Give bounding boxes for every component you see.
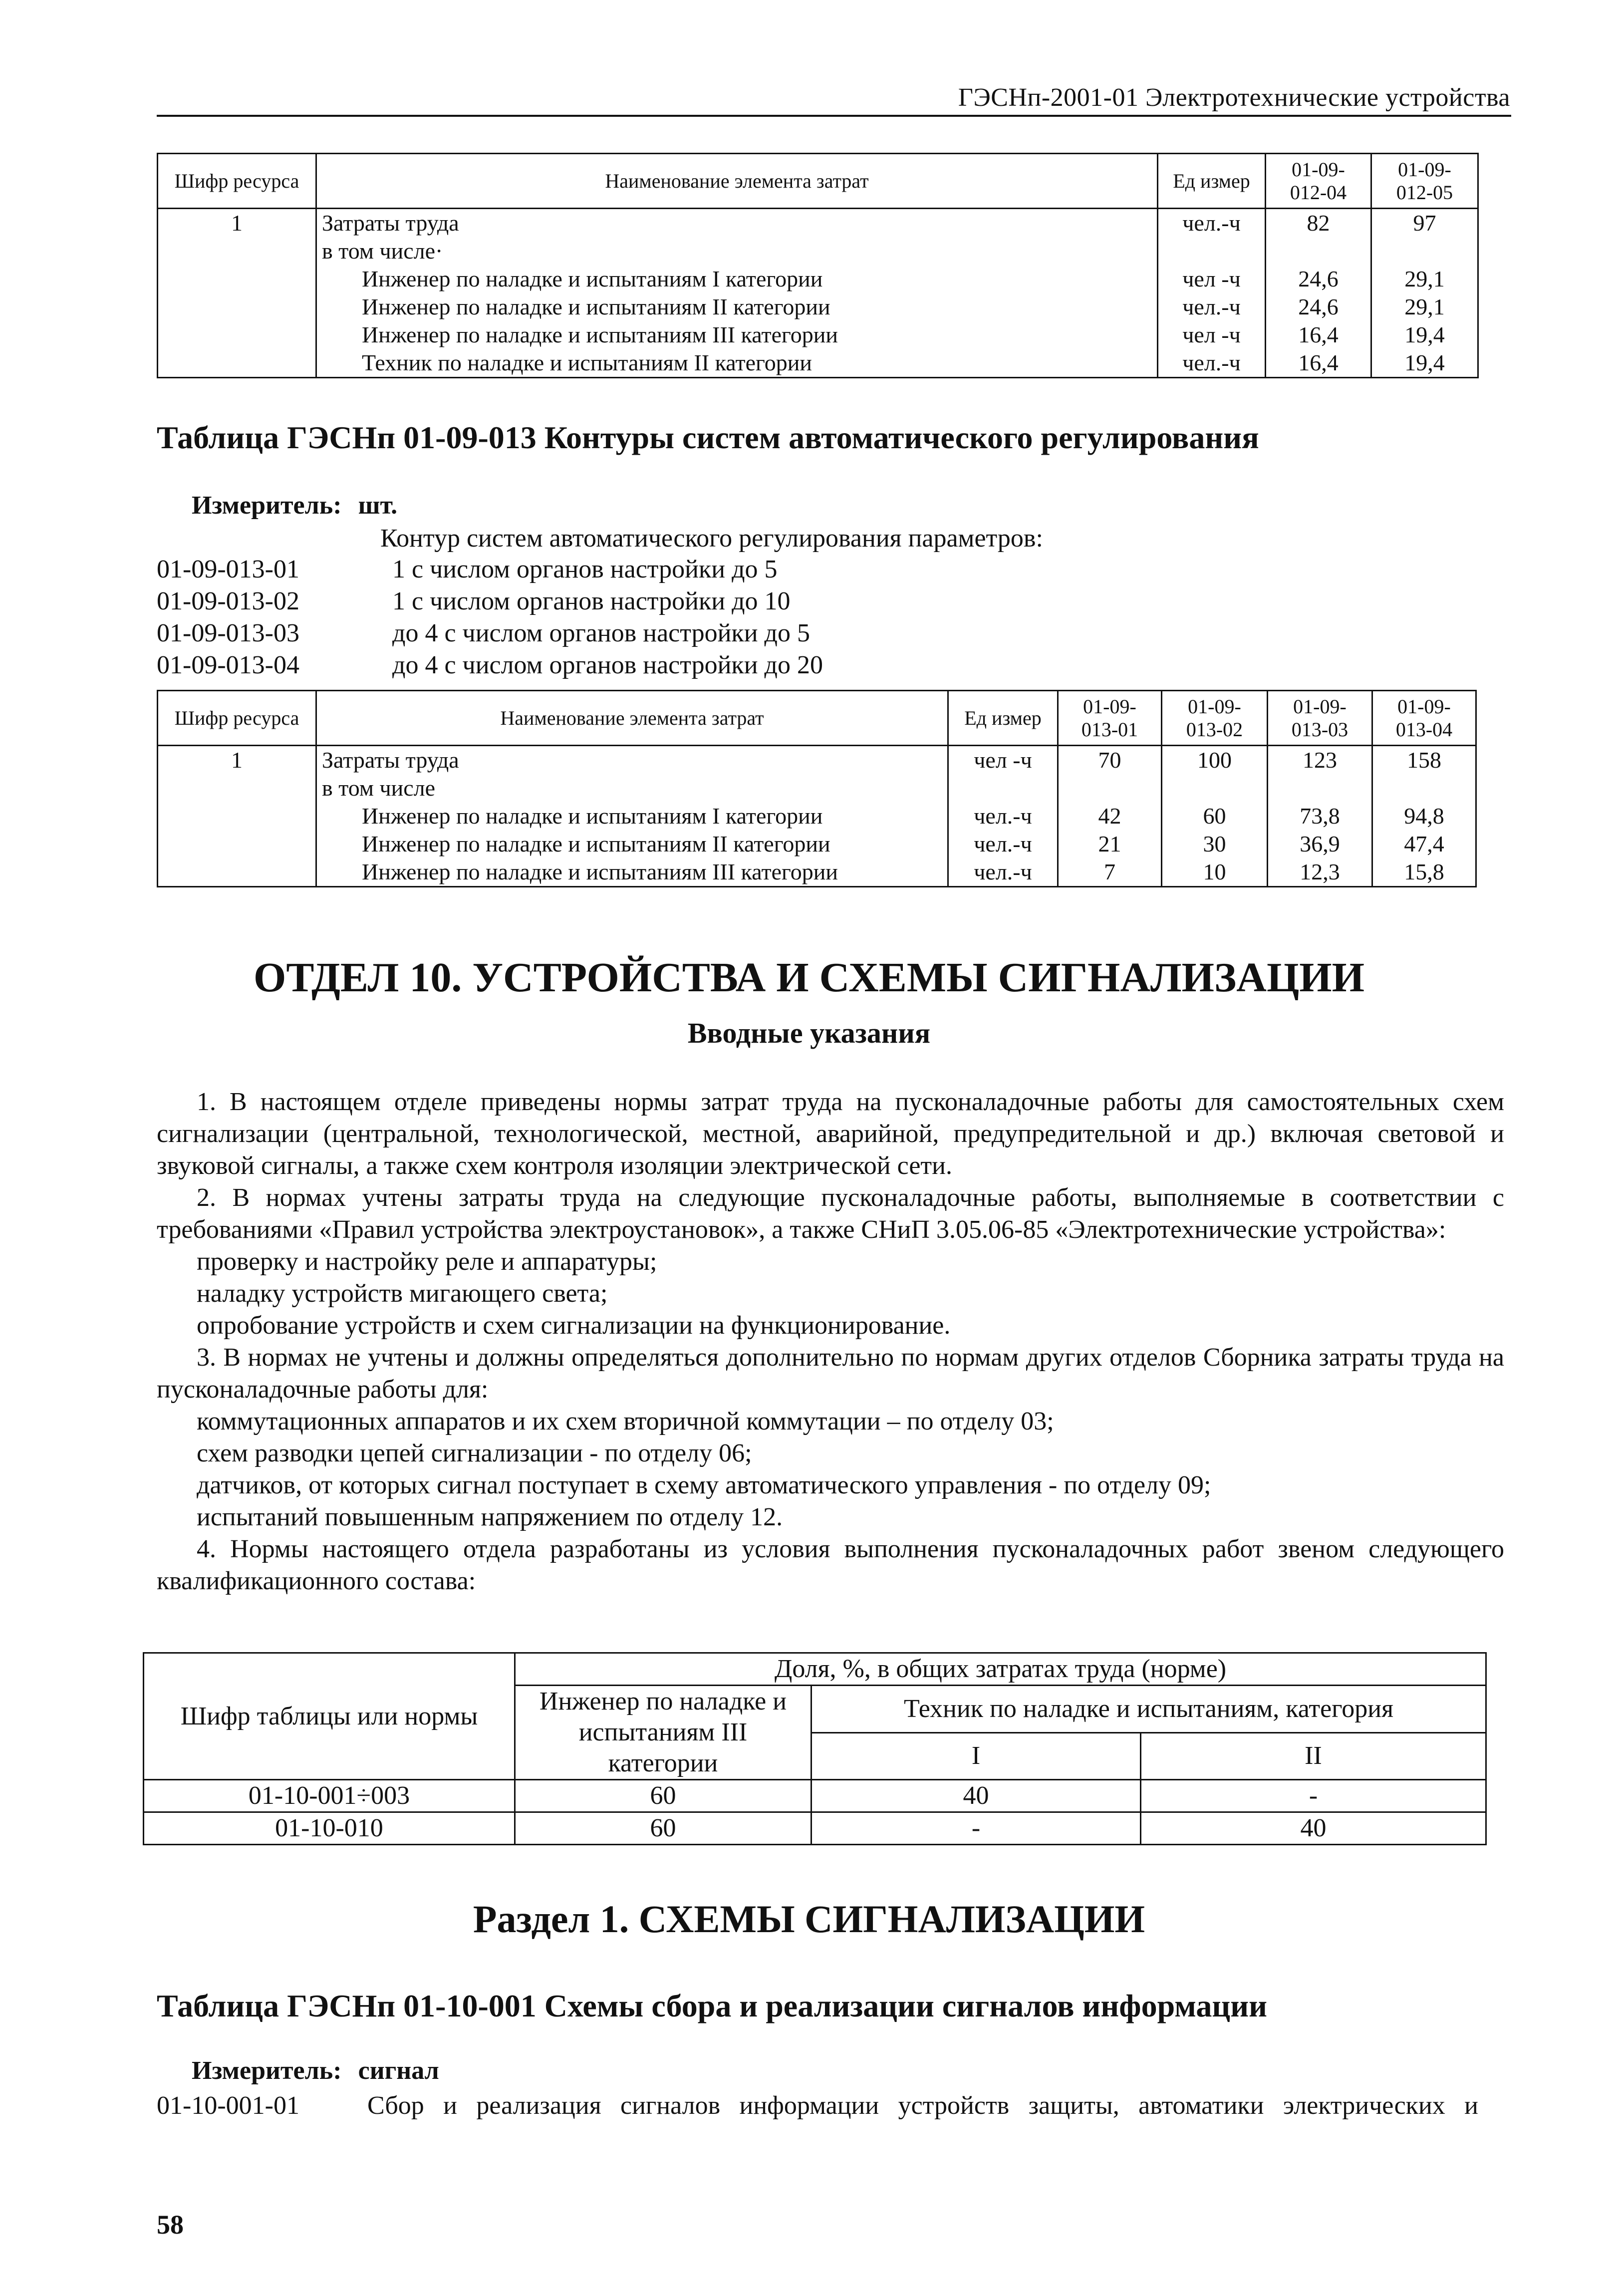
- header-engineer: Инженер по наладке и испытаниям III категории: [515, 1686, 811, 1780]
- paragraph-1: 1. В настоящем отделе приведены нормы затрат труда на пусконаладочные работы для самостоятельных схем сигнализации (центральной, технологической, местной, аварийной, предупредительной и др.) включая световой и звуковой сигналы, а также схем контроля изоляции электрической сети.: [157, 1088, 1504, 1180]
- cell-code: [158, 830, 316, 858]
- measure-value: шт.: [358, 491, 398, 520]
- list-item: испытаний повышенным напряжением по отделу 12.: [197, 1503, 783, 1531]
- cell-value: 24,6: [1266, 293, 1371, 321]
- list-item: опробование устройств и схем сигнализации на функционирование.: [197, 1311, 951, 1340]
- norm-code: 01-09-013-03: [157, 619, 299, 647]
- list-item: схем разводки цепей сигнализации - по отделу 06;: [197, 1439, 752, 1467]
- cell-name: в том числе: [316, 774, 948, 802]
- cell-name: Инженер по наладке и испытаниям I категории: [316, 265, 1158, 293]
- cell-value: 12,3: [1268, 858, 1372, 887]
- cell-value: 60: [1162, 802, 1268, 830]
- col-header-013-01: 01-09- 013-01: [1058, 691, 1162, 746]
- list-item: проверку и настройку реле и аппаратуры;: [197, 1247, 657, 1276]
- cell-code: 1: [158, 746, 316, 775]
- cell-value: [1058, 774, 1162, 802]
- cell-value: [1266, 237, 1371, 265]
- cell-value: 40: [1141, 1812, 1486, 1845]
- measure-line-10-001: [192, 2054, 439, 2087]
- table-row: [158, 802, 1476, 830]
- cell-unit: [1158, 237, 1266, 265]
- cell-value: 123: [1268, 746, 1372, 775]
- table-row: [158, 830, 1476, 858]
- cell-unit: чел.-ч: [1158, 293, 1266, 321]
- cell-value: 30: [1162, 830, 1268, 858]
- col-header-name: Наименование элемента затрат: [316, 154, 1158, 209]
- norm-text: до 4 с числом органов настройки до 5: [392, 619, 810, 647]
- table-row: [158, 237, 1478, 265]
- cell-unit: чел -ч: [948, 746, 1058, 775]
- norm-intro: Контур систем автоматического регулирования параметров:: [380, 524, 1043, 553]
- razdel-1-title: Раздел 1. СХЕМЫ СИГНАЛИЗАЦИИ: [473, 1897, 1145, 1941]
- cell-code: [158, 349, 316, 378]
- cell-value: 100: [1162, 746, 1268, 775]
- cell-value: 40: [811, 1780, 1141, 1812]
- table-row: [158, 209, 1478, 238]
- table-013: [157, 690, 1477, 887]
- norm-text: 1 с числом органов настройки до 5: [392, 555, 778, 583]
- norm-code: 01-09-013-04: [157, 651, 299, 679]
- cell-code: 1: [158, 209, 316, 238]
- col-header-unit: Ед измер: [1158, 154, 1266, 209]
- cell-value: 73,8: [1268, 802, 1372, 830]
- cell-value: 24,6: [1266, 265, 1371, 293]
- table-012: [157, 153, 1479, 378]
- cell-code: [158, 802, 316, 830]
- cell-unit: чел.-ч: [948, 858, 1058, 887]
- norm-code: 01-10-001-01: [157, 2091, 299, 2120]
- table-row: [144, 1780, 1486, 1812]
- col-header-unit: Ед измер: [948, 691, 1058, 746]
- cell-value: [1268, 774, 1372, 802]
- table-row: [158, 265, 1478, 293]
- norm-code: 01-09-013-02: [157, 587, 299, 615]
- cell-value: [1372, 774, 1476, 802]
- cell-value: 60: [515, 1812, 811, 1845]
- col-header-013-03: 01-09- 013-03: [1268, 691, 1372, 746]
- col-header-012-05: 01-09- 012-05: [1371, 154, 1478, 209]
- cell-code: [158, 321, 316, 349]
- norm-text: 1 с числом органов настройки до 10: [392, 587, 791, 615]
- table-10-001-title: Таблица ГЭСНп 01-10-001 Схемы сбора и реализации сигналов информации: [157, 1988, 1267, 2023]
- table-row: [158, 321, 1478, 349]
- cell-name: Инженер по наладке и испытаниям III категории: [316, 858, 948, 887]
- table-row: [158, 858, 1476, 887]
- col-header-code: Шифр ресурса: [158, 154, 316, 209]
- cell-value: [1162, 774, 1268, 802]
- cell-value: [1371, 237, 1478, 265]
- norm-text: Сбор и реализация сигналов информации устройств защиты, автоматики электрических и: [367, 2091, 1478, 2120]
- cell-name: Затраты труда: [316, 209, 1158, 238]
- cell-value: 97: [1371, 209, 1478, 238]
- norm-text: до 4 с числом органов настройки до 20: [392, 651, 823, 679]
- table-row: [144, 1812, 1486, 1845]
- cell-value: -: [811, 1812, 1141, 1845]
- cell-value: 158: [1372, 746, 1476, 775]
- cell-unit: чел.-ч: [1158, 209, 1266, 238]
- cell-value: 42: [1058, 802, 1162, 830]
- header-technician: Техник по наладке и испытаниям, категория: [811, 1686, 1486, 1733]
- section-10-subtitle: Вводные указания: [687, 1017, 931, 1049]
- cell-value: 19,4: [1371, 321, 1478, 349]
- cell-value: 70: [1058, 746, 1162, 775]
- cell-code: [158, 237, 316, 265]
- table-row: [158, 293, 1478, 321]
- running-header: ГЭСНп-2001-01 Электротехнические устройства: [958, 83, 1510, 112]
- paragraph-3: 3. В нормах не учтены и должны определяться дополнительно по нормам других отделов Сборника затраты труда на пусконаладочные работы для:: [157, 1343, 1504, 1404]
- list-item: коммутационных аппаратов и их схем вторичной коммутации – по отделу 03;: [197, 1407, 1054, 1435]
- page-number: 58: [157, 2210, 184, 2240]
- cell-unit: чел.-ч: [948, 830, 1058, 858]
- measure-label: Измеритель:: [192, 491, 342, 520]
- cell-value: 15,8: [1372, 858, 1476, 887]
- cell-value: 82: [1266, 209, 1371, 238]
- cell-unit: чел.-ч: [948, 802, 1058, 830]
- cell-name: Техник по наладке и испытаниям II категории: [316, 349, 1158, 378]
- cell-value: -: [1141, 1780, 1486, 1812]
- cell-unit: [948, 774, 1058, 802]
- cell-name: Инженер по наладке и испытаниям III категории: [316, 321, 1158, 349]
- cell-value: 47,4: [1372, 830, 1476, 858]
- header-category-ii: II: [1141, 1732, 1486, 1780]
- col-header-012-04: 01-09- 012-04: [1266, 154, 1371, 209]
- cell-unit: чел -ч: [1158, 265, 1266, 293]
- cell-code: [158, 293, 316, 321]
- cell-value: 94,8: [1372, 802, 1476, 830]
- measure-line: [192, 489, 397, 522]
- cell-unit: чел.-ч: [1158, 349, 1266, 378]
- cell-value: 7: [1058, 858, 1162, 887]
- table-row: [158, 746, 1476, 775]
- cell-value: 19,4: [1371, 349, 1478, 378]
- cell-value: 16,4: [1266, 321, 1371, 349]
- cell-name: Затраты труда: [316, 746, 948, 775]
- cell-value: 29,1: [1371, 293, 1478, 321]
- cell-value: 10: [1162, 858, 1268, 887]
- cell-name: в том числе·: [316, 237, 1158, 265]
- header-code: Шифр таблицы или нормы: [144, 1653, 515, 1780]
- cell-code: 01-10-001÷003: [144, 1780, 515, 1812]
- table-row: [158, 349, 1478, 378]
- list-item: датчиков, от которых сигнал поступает в схему автоматического управления - по отделу 09;: [197, 1471, 1211, 1499]
- header-rule: [157, 115, 1511, 117]
- paragraph-2: 2. В нормах учтены затраты труда на следующие пусконаладочные работы, выполняемые в соответствии с требованиями «Правил устройства электроустановок», а также СНиП 3.05.06-85 «Электротехнические устройства»:: [157, 1183, 1504, 1244]
- cell-name: Инженер по наладке и испытаниям I категории: [316, 802, 948, 830]
- table-013-title: Таблица ГЭСНп 01-09-013 Контуры систем автоматического регулирования: [157, 420, 1259, 455]
- measure-value: сигнал: [358, 2056, 439, 2085]
- cell-code: [158, 265, 316, 293]
- cell-value: 16,4: [1266, 349, 1371, 378]
- cell-code: [158, 858, 316, 887]
- header-share: Доля, %, в общих затратах труда (норме): [515, 1653, 1486, 1686]
- norm-code: 01-09-013-01: [157, 555, 299, 583]
- cell-name: Инженер по наладке и испытаниям II категории: [316, 830, 948, 858]
- staff-share-table: [143, 1652, 1487, 1845]
- cell-unit: чел -ч: [1158, 321, 1266, 349]
- cell-value: 29,1: [1371, 265, 1478, 293]
- col-header-013-02: 01-09- 013-02: [1162, 691, 1268, 746]
- col-header-name: Наименование элемента затрат: [316, 691, 948, 746]
- col-header-013-04: 01-09- 013-04: [1372, 691, 1476, 746]
- measure-label: Измеритель:: [192, 2056, 342, 2085]
- cell-name: Инженер по наладке и испытаниям II категории: [316, 293, 1158, 321]
- cell-value: 36,9: [1268, 830, 1372, 858]
- header-category-i: I: [811, 1732, 1141, 1780]
- col-header-code: Шифр ресурса: [158, 691, 316, 746]
- paragraph-4: 4. Нормы настоящего отдела разработаны из условия выполнения пусконаладочных работ звеном следующего квалификационного состава:: [157, 1535, 1504, 1595]
- cell-code: [158, 774, 316, 802]
- cell-code: 01-10-010: [144, 1812, 515, 1845]
- section-10-title: ОТДЕЛ 10. УСТРОЙСТВА И СХЕМЫ СИГНАЛИЗАЦИИ: [254, 954, 1364, 1001]
- cell-value: 60: [515, 1780, 811, 1812]
- table-row: [158, 774, 1476, 802]
- intro-text: [157, 1086, 1504, 1597]
- list-item: наладку устройств мигающего света;: [197, 1279, 608, 1308]
- cell-value: 21: [1058, 830, 1162, 858]
